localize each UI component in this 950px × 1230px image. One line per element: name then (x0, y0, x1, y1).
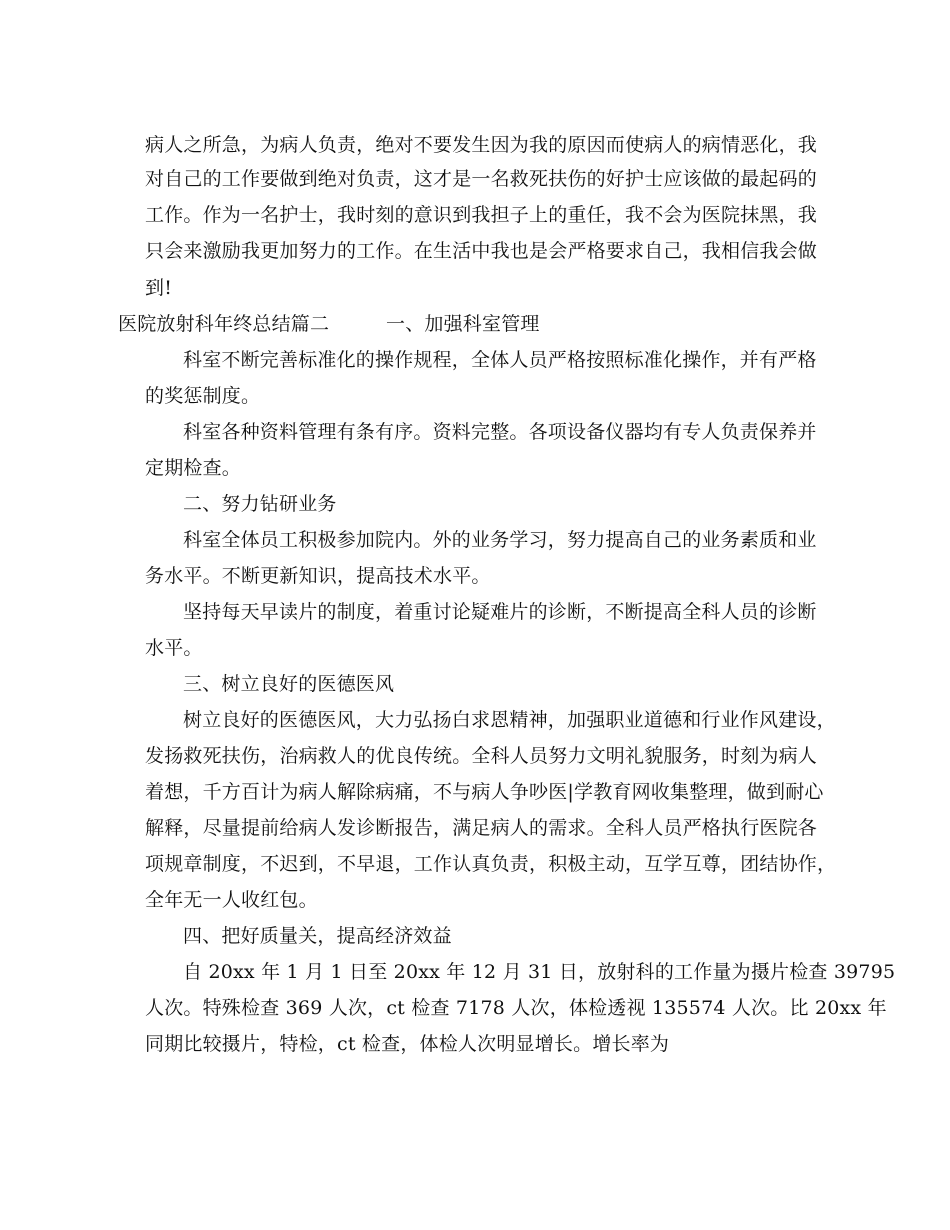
paragraph-line: 病人之所急，为病人负责，绝对不要发生因为我的原因而使病人的病情恶化，我 (145, 134, 818, 156)
section-heading: 四、把好质量关，提高经济效益 (183, 925, 452, 947)
paragraph-line: 水平。 (145, 637, 203, 659)
paragraph-line: 工作。作为一名护士，我时刻的意识到我担子上的重任，我不会为医院抹黑，我 (145, 204, 818, 226)
paragraph-line: 只会来激励我更加努力的工作。在生活中我也是会严格要求自己，我相信我会做 (145, 240, 818, 262)
paragraph-line: 着想，千方百计为病人解除病痛，不与病人争吵医|学教育网收集整理，做到耐心 (145, 781, 824, 803)
paragraph-line: 项规章制度，不迟到，不早退，工作认真负责，积极主动，互学互尊，团结协作， (145, 853, 837, 875)
paragraph-line: 科室各种资料管理有条有序。资料完整。各项设备仪器均有专人负责保养并 (183, 421, 817, 443)
paragraph-line: 坚持每天早读片的制度，着重讨论疑难片的诊断，不断提高全科人员的诊断 (183, 601, 817, 623)
section-heading: 三、树立良好的医德医风 (183, 673, 395, 695)
paragraph-line: 到! (145, 277, 173, 299)
paragraph-line: 务水平。不断更新知识，提高技术水平。 (145, 565, 491, 587)
paragraph-line: 自 20xx 年 1 月 1 日至 20xx 年 12 月 31 日，放射科的工作量为摄片检查 39795 (183, 961, 896, 983)
paragraph-line: 全年无一人收红包。 (145, 889, 318, 911)
section-heading: 一、加强科室管理 (386, 313, 540, 335)
paragraph-line: 人次。特殊检查 369 人次，ct 检查 7178 人次，体检透视 135574 人次。比 20xx 年 (145, 997, 887, 1019)
paragraph-line: 发扬救死扶伤，治病救人的优良传统。全科人员努力文明礼貌服务，时刻为病人 (145, 745, 818, 767)
paragraph-line: 同期比较摄片，特检，ct 检查，体检人次明显增长。增长率为 (145, 1033, 670, 1055)
paragraph-line: 的奖惩制度。 (145, 385, 261, 407)
section-title: 医院放射科年终总结篇二 (118, 313, 330, 335)
paragraph-line: 科室全体员工积极参加院内。外的业务学习，努力提高自己的业务素质和业 (183, 529, 817, 551)
paragraph-line: 解释，尽量提前给病人发诊断报告，满足病人的需求。全科人员严格执行医院各 (145, 817, 818, 839)
paragraph-line: 对自己的工作要做到绝对负责，这才是一名救死扶伤的好护士应该做的最起码的 (145, 168, 818, 190)
section-heading: 二、努力钻研业务 (183, 493, 337, 515)
paragraph-line: 科室不断完善标准化的操作规程，全体人员严格按照标准化操作，并有严格 (183, 349, 817, 371)
paragraph-line: 定期检查。 (145, 457, 242, 479)
paragraph-line: 树立良好的医德医风，大力弘扬白求恩精神，加强职业道德和行业作风建设， (183, 709, 836, 731)
